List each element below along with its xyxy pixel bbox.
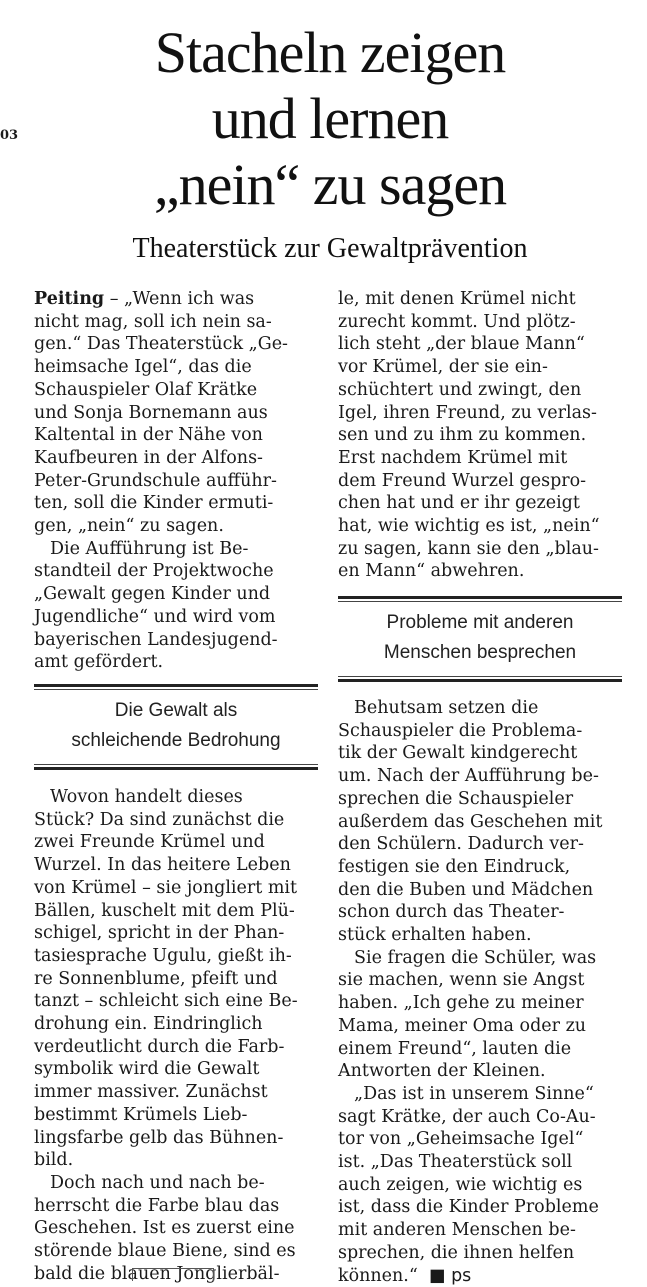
text-line: Behutsam setzen die (354, 698, 539, 718)
section-heading: Die Gewalt als schleichende Bedrohung (71, 700, 281, 751)
divider (338, 679, 622, 682)
text-line: ist, dass die Kinder Probleme (338, 1197, 599, 1218)
text-line: ten, soll die Kinder ermuti- (34, 493, 274, 514)
text-line: en Mann“ abwehren. (338, 561, 525, 582)
text-line: schigel, spricht in der Phan- (34, 923, 285, 944)
text-line: sprechen, die ihnen helfen (338, 1242, 575, 1263)
text-line: festigen sie den Eindruck, (338, 856, 571, 877)
page-number: 03 (0, 128, 19, 143)
text-line: lingsfarbe gelb das Bühnen- (34, 1127, 284, 1148)
headline (40, 20, 620, 218)
text-line: herrscht die Farbe blau das (34, 1195, 280, 1216)
section-box-left (34, 684, 318, 770)
text-line: bayerischen Landesjugend- (34, 629, 278, 650)
text-line: Sie fragen die Schüler, was (354, 947, 597, 968)
text-line: auch zeigen, wie wichtig es (338, 1174, 583, 1195)
text-line: drohung ein. Eindringlich (34, 1014, 263, 1035)
text-line: ist. „Das Theaterstück soll (338, 1152, 573, 1173)
text-line: gen, „nein“ zu sagen. (34, 516, 224, 537)
divider (34, 764, 318, 765)
text-line: immer massiver. Zunächst (34, 1082, 268, 1103)
text-line: den Schülern. Dadurch ver- (338, 834, 584, 855)
author-signature: ■ ps (428, 1265, 472, 1286)
text-line: außerdem das Geschehen mit (338, 811, 603, 832)
text-line: einem Freund“, lauten die (338, 1038, 572, 1059)
text-line: heimsache Igel“, das die (34, 357, 252, 378)
text-line: re Sonnenblume, pfeift und (34, 968, 278, 989)
text-line: vor Krümel, der sie ein- (338, 357, 548, 378)
text-line: Schauspieler die Problema- (338, 720, 583, 741)
text-line: symbolik wird die Gewalt (34, 1059, 260, 1080)
text-line: Schauspieler Olaf Krätke (34, 379, 258, 400)
text-line: Wurzel. In das heitere Leben (34, 855, 291, 876)
text-line: Die Aufführung ist Be- (50, 538, 249, 559)
headline-line: Stacheln zeigen (154, 20, 506, 85)
text-line: bestimmt Krümels Lieb- (34, 1104, 248, 1125)
text-line: Bällen, kuschelt mit dem Plü- (34, 900, 295, 921)
section-box-right (338, 596, 622, 682)
text-line: nicht mag, soll ich nein sa- (34, 311, 272, 332)
divider (34, 767, 318, 770)
divider (34, 684, 318, 687)
clipped-edge-box (132, 1268, 214, 1281)
text-line: können.“ ■ ps (338, 1265, 472, 1286)
text-line: bald die blauen Jonglierbäl- (34, 1263, 280, 1284)
text-line: tasiesprache Ugulu, gießt ih- (34, 945, 292, 966)
text-line: Wovon handelt dieses (50, 787, 243, 807)
text-line: „Das ist in unserem Sinne“ (354, 1083, 594, 1104)
text-line: Peter-Grundschule aufführ- (34, 470, 277, 491)
text-line: tor von „Geheimsache Igel“ (338, 1129, 584, 1150)
text-line: Peiting – „Wenn ich was (34, 289, 255, 309)
text-line: le, mit denen Krümel nicht (338, 289, 576, 309)
text-line: Jugendliche“ und wird vom (34, 606, 276, 627)
text-line: zurecht kommt. Und plötz- (338, 311, 576, 332)
text-line: bild. (34, 1150, 74, 1171)
divider (338, 596, 622, 599)
headline-line: „nein“ zu sagen (153, 152, 507, 217)
headline-line: und lernen (211, 86, 449, 151)
text-line: lich steht „der blaue Mann“ (338, 334, 585, 355)
text-line: und Sonja Bornemann aus (34, 402, 268, 423)
subheadline: Theaterstück zur Gewaltprävention (132, 233, 528, 264)
text-line: um. Nach der Aufführung be- (338, 766, 599, 787)
right-column-body (338, 697, 622, 1287)
text-line: Doch nach und nach be- (50, 1172, 265, 1193)
right-column-intro (338, 288, 622, 583)
text-line: von Krümel – sie jongliert mit (34, 877, 298, 898)
text-line: stück erhalten haben. (338, 925, 532, 946)
text-line: Igel, ihren Freund, zu verlas- (338, 402, 597, 423)
text-line: Kaufbeuren in der Alfons- (34, 447, 263, 468)
text-line: Geschehen. Ist es zuerst eine (34, 1218, 295, 1239)
text-line: tik der Gewalt kindgerecht (338, 743, 578, 764)
text-line: „Gewalt gegen Kinder und (34, 584, 271, 605)
text-line: Mama, meiner Oma oder zu (338, 1015, 587, 1036)
text-line: mit anderen Menschen be- (338, 1220, 576, 1241)
text-line: tanzt – schleicht sich eine Be- (34, 991, 298, 1012)
section-heading: Probleme mit anderen Menschen besprechen (383, 612, 577, 663)
text-line: standteil der Projektwoche (34, 561, 274, 582)
text-line: verdeutlicht durch die Farb- (34, 1036, 285, 1057)
left-column-intro (34, 288, 318, 674)
text-line: chen hat und er ihr gezeigt (338, 493, 580, 514)
text-line: haben. „Ich gehe zu meiner (338, 993, 584, 1014)
text-line: schon durch das Theater- (338, 902, 565, 923)
text-line: dem Freund Wurzel gespro- (338, 470, 587, 491)
text-line: sie machen, wenn sie Angst (338, 970, 585, 991)
text-line: sprechen die Schauspieler (338, 788, 574, 809)
divider (338, 676, 622, 677)
text-line: Stück? Da sind zunächst die (34, 809, 285, 830)
text-line: gen.“ Das Theaterstück „Ge- (34, 334, 288, 355)
text-line: schüchtert und zwingt, den (338, 379, 582, 400)
text-line: sagt Krätke, der auch Co-Au- (338, 1106, 596, 1127)
text-line: Kaltental in der Nähe von (34, 425, 263, 446)
text-line: zu sagen, kann sie den „blau- (338, 538, 599, 559)
text-line: den die Buben und Mädchen (338, 879, 594, 900)
left-column-body (34, 786, 318, 1285)
text-line: Erst nachdem Krümel mit (338, 447, 568, 468)
text-line: störende blaue Biene, sind es (34, 1241, 296, 1262)
text-line: amt gefördert. (34, 652, 164, 673)
text-line: zwei Freunde Krümel und (34, 832, 265, 853)
dateline-place: Peiting (34, 289, 105, 309)
text-line: hat, wie wichtig es ist, „nein“ (338, 516, 600, 537)
text-line: sen und zu ihm zu kommen. (338, 425, 587, 446)
text-line: Antworten der Kleinen. (338, 1061, 546, 1082)
